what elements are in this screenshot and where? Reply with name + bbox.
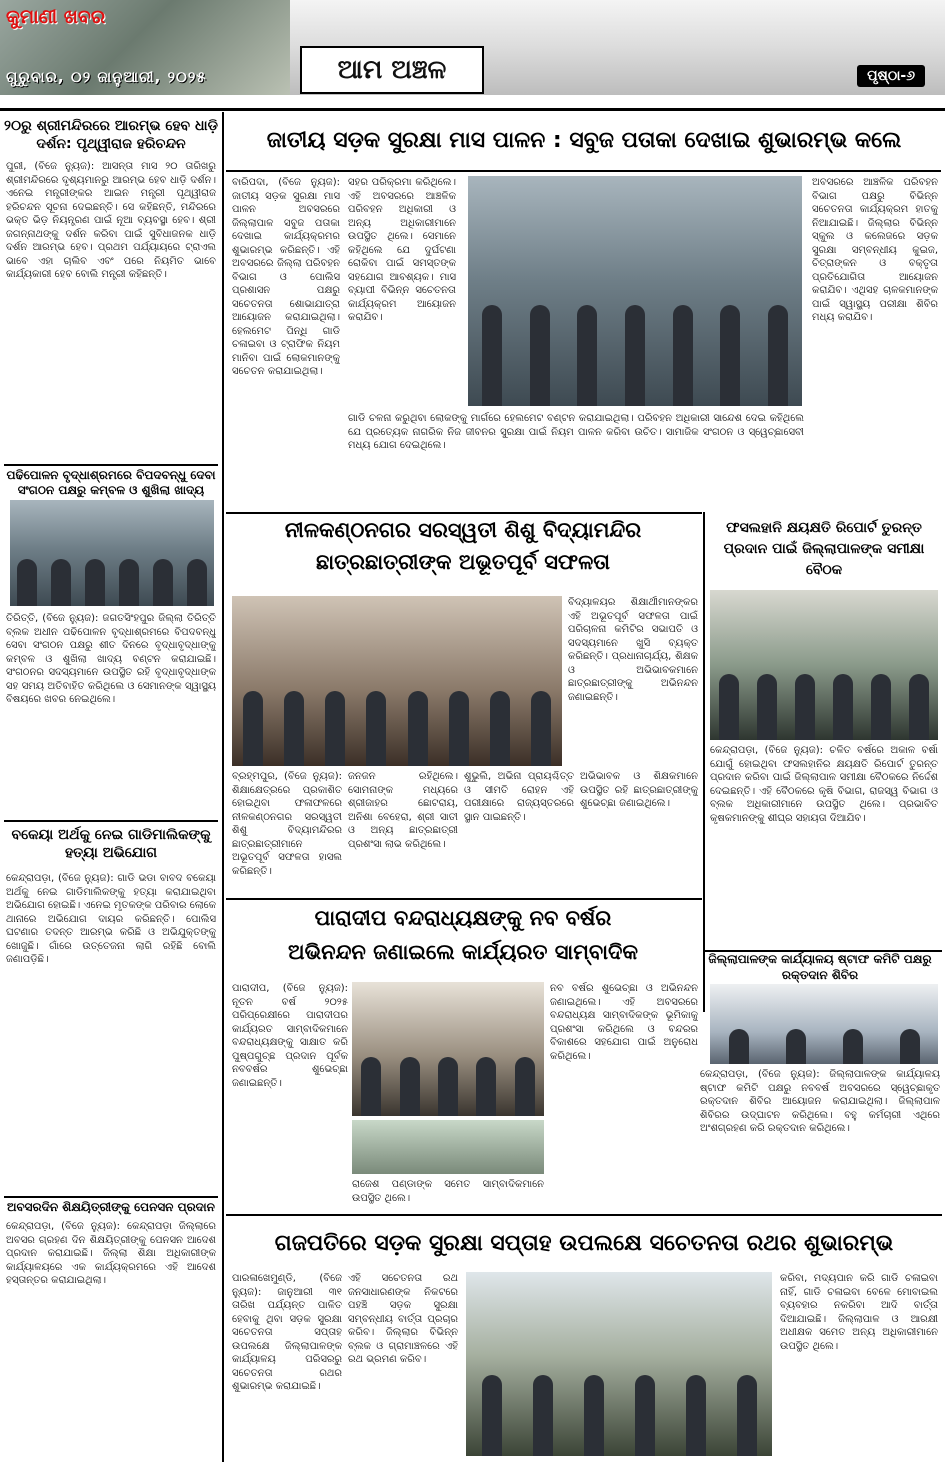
school-story-col-3: ଶୁଭୁଲି, ଅଭିନା ପ୍ରାୟଶ୍ଚିତ୍ତ ଓ ସୀମତି ରୋହନ ଏହି ପରୀକ୍ଷାରେ ରାଜ୍ୟସ୍ତରରେ ସ୍ଥାନ ପାଇଛନ୍ତି। xyxy=(464,771,574,823)
school-story-col-2: ଜନଜନ ରହିଥିଲେ। ସୋମନାଙ୍କ ମଧ୍ୟରେ ଶ୍ରୀଜାହର ଛୋଟରାୟ, ଅନିଶା ବେହେରା, ଶ୍ରୀ ସାତୀ ଓ ଅନ୍ୟ ଛାତ୍ରଛାତ୍ରୀ ପ୍ରଶଂସା ଲାଭ କରିଥିଲେ। xyxy=(348,771,458,850)
masthead-divider xyxy=(0,108,945,111)
port-story-headline-line-2: ଅଭିନନ୍ଦନ ଜଣାଇଲେ କାର୍ଯ୍ୟରତ ସାମ୍ବାଦିକ xyxy=(288,940,638,964)
top-story-col-3: ଅବସରରେ ଆଞ୍ଚଳିକ ପରିବହନ ବିଭାଗ ପକ୍ଷରୁ ବିଭିନ୍ନ ସଚେତନତା କାର୍ଯ୍ୟକ୍ରମ ହାତକୁ ନିଆଯାଇଛି। ଜିଲ୍ଲାର ବିଭିନ୍ନ ସ୍କୁଲ ଓ କଲେଜରେ ସଡ଼କ ସୁରକ୍ଷା ସମ୍ବନ୍ଧୀୟ କୁଇଜ, ଚିତ୍ରାଙ୍କନ ଓ ବକ୍ତୃତା ପ୍ରତିଯୋଗିତା ଆୟୋଜନ କରାଯିବ। ଏଥିସହ ଚାଳକମାନଙ୍କ ପାଇଁ ସ୍ୱାସ୍ଥ୍ୟ ପରୀକ୍ଷା ଶିବିର ମଧ୍ୟ କରାଯିବ। xyxy=(812,177,938,323)
article-headline-pension: ଅବସରଦିନ ଶିକ୍ଷୟିତ୍ରୀଙ୍କୁ ପେନସନ ପ୍ରଦାନ xyxy=(7,1200,215,1214)
blood-camp-body: କେନ୍ଦ୍ରାପଡ଼ା, (ବିଜେ ନ୍ୟୁଜ): ଜିଲ୍ଲାପାଳଙ୍କ କାର୍ଯ୍ୟାଳୟ ଷ୍ଟାଫ କମିଟି ପକ୍ଷରୁ ନବବର୍ଷ ଅବସରରେ ସ୍ୱେଚ୍ଛାକୃତ ରକ୍ତଦାନ ଶିବିର ଆୟୋଜନ କରାଯାଇଥିଲା। ଜିଲ୍ଲାପାଳ ଶିବିରର ଉଦ୍‌ଘାଟନ କରିଥିଲେ। ବହୁ କର୍ମଚାରୀ ଏଥିରେ ଅଂଶଗ୍ରହଣ କରି ରକ୍ତଦାନ କରିଥିଲେ। xyxy=(700,1069,940,1134)
top-story-col-2: ସହର ପରିକ୍ରମା କରିଥିଲେ। ଏହି ଅବସରରେ ଆଞ୍ଚଳିକ ପରିବହନ ଅଧିକାରୀ ଓ ଅନ୍ୟ ଅଧିକାରୀମାନେ ଉପସ୍ଥିତ ଥିଲେ। ସେମାନେ କହିଥିଲେ ଯେ ଦୁର୍ଘଟଣା ରୋକିବା ପାଇଁ ସମସ୍ତଙ୍କ ସହଯୋଗ ଆବଶ୍ୟକ। ମାସ ବ୍ୟାପୀ ବିଭିନ୍ନ ସଚେତନତା କାର୍ଯ୍ୟକ୍ରମ ଆୟୋଜନ କରାଯିବ। xyxy=(348,177,456,323)
port-journalists-photo xyxy=(352,1120,544,1174)
masthead xyxy=(0,0,945,110)
school-story-col-4: ଅଭିଭାବକ ଓ ଶିକ୍ଷକମାନେ ଉପସ୍ଥିତ ରହି ଛାତ୍ରଛାତ୍ରୀଙ୍କୁ ଶୁଭେଚ୍ଛା ଜଣାଇଥିଲେ। xyxy=(580,771,698,809)
review-meeting-photo xyxy=(710,590,938,740)
divider xyxy=(4,464,218,466)
school-story-headline-line-1: ନୀଳକଣ୍ଠନଗର ସରସ୍ୱତୀ ଶିଶୁ ବିଦ୍ୟାମନ୍ଦିର xyxy=(284,518,642,542)
port-story-col-2: ନବ ବର୍ଷର ଶୁଭେଚ୍ଛା ଓ ଅଭିନନ୍ଦନ ଜଣାଇଥିଲେ। ଏହି ଅବସରରେ ବନ୍ଦରାଧ୍ୟକ୍ଷ ସାମ୍ବାଦିକଙ୍କ ଭୂମିକାକୁ ପ୍ରଶଂସା କରିଥିଲେ ଓ ବନ୍ଦରର ବିକାଶରେ ସହଯୋଗ ପାଇଁ ଅନୁରୋଧ କରିଥିଲେ। xyxy=(550,983,698,1062)
top-story-col-1: ବାରିପଦା, (ବିଜେ ନ୍ୟୁଜ): ଜାତୀୟ ସଡ଼କ ସୁରକ୍ଷା ମାସ ପାଳନ ଅବସରରେ ଜିଲ୍ଲାପାଳ ସବୁଜ ପତାକା ଦେଖାଇ କାର୍ଯ୍ୟକ୍ରମର ଶୁଭାରମ୍ଭ କରିଛନ୍ତି। ଏହି ଅବସରରେ ଜିଲ୍ଲା ପରିବହନ ବିଭାଗ ଓ ପୋଲିସ ପ୍ରଶାସନ ପକ୍ଷରୁ ସଚେତନତା ଶୋଭାଯାତ୍ରା ଆୟୋଜନ କରାଯାଇଥିଲା। ହେଲମେଟ ପିନ୍ଧି ଗାଡି ଚଳାଇବା ଓ ଟ୍ରାଫିକ ନିୟମ ମାନିବା ପାଇଁ ଲୋକମାନଙ୍କୁ ସଚେତନ କରାଯାଇଥିଲା। xyxy=(232,177,340,377)
school-story-headline-line-2: ଛାତ୍ରଛାତ୍ରୀଙ୍କ ଅଭୂତପୂର୍ବ ସଫଳତା xyxy=(316,550,610,574)
divider xyxy=(226,512,702,514)
crop-loss-headline: ଫସଲହାନି କ୍ଷୟକ୍ଷତି ରିପୋର୍ଟ ତୁରନ୍ତ ପ୍ରଦାନ ପାଇଁ ଜିଲ୍ଲାପାଳଙ୍କ ସମୀକ୍ଷା ବୈଠକ xyxy=(723,520,925,578)
school-story-col-1: ବ୍ରହ୍ମପୁର, (ବିଜେ ନ୍ୟୁଜ): ଶିକ୍ଷାକ୍ଷେତ୍ରରେ ପ୍ରକାଶିତ ହୋଇଥିବା ଫଳାଫଳରେ ନୀଳକଣ୍ଠନଗର ସରସ୍ୱତୀ ଶିଶୁ ବିଦ୍ୟାମନ୍ଦିରର ଛାତ୍ରଛାତ୍ରୀମାନେ ଅଭୂତପୂର୍ବ ସଫଳତା ହାସଲ କରିଛନ୍ତି। xyxy=(232,771,342,877)
article-body-darshan: ପୁରୀ, (ବିଜେ ନ୍ୟୁଜ): ଆସନ୍ତା ମାସ ୨୦ ତାରିଖରୁ ଶ୍ରୀମନ୍ଦିରରେ ଦୃଶ୍ୟମାନରୁ ଆରମ୍ଭ ହେବ ଧାଡ଼ି ଦର୍ଶନ। ଏନେଇ ମନ୍ତ୍ରୀଙ୍କର ଆଇନ ମନ୍ତ୍ରୀ ପୃଥ୍ୱୀରାଜ ହରିଚନ୍ଦନ ସୂଚନା ଦେଇଛନ୍ତି। ସେ କହିଛନ୍ତି, ମନ୍ଦିରରେ ଭକ୍ତ ଭିଡ଼ ନିୟନ୍ତ୍ରଣ ପାଇଁ ନୂଆ ବ୍ୟବସ୍ଥା ହେବ। ଶ୍ରୀ ଜଗନ୍ନାଥଙ୍କୁ ଦର୍ଶନ କରିବା ପାଇଁ ସୁବିଧାଜନକ ଧାଡ଼ି ଦର୍ଶନ ଆରମ୍ଭ ହେବ। ପ୍ରଥମ ପର୍ଯ୍ୟାୟରେ ଟ୍ରାଏଲ ଭାବେ ଏହା ଚାଲିବ ଏବଂ ପରେ ନିୟମିତ ଭାବେ କାର୍ଯ୍ୟକାରୀ ହେବ ବୋଲି ମନ୍ତ୍ରୀ କହିଛନ୍ତି। xyxy=(6,161,216,280)
divider xyxy=(226,898,702,900)
divider xyxy=(226,1214,942,1216)
crop-loss-body: କେନ୍ଦ୍ରାପଡ଼ା, (ବିଜେ ନ୍ୟୁଜ): ଚଳିତ ବର୍ଷରେ ଅକାଳ ବର୍ଷା ଯୋଗୁଁ ହୋଇଥିବା ଫସଲହାନିର କ୍ଷୟକ୍ଷତି ରିପୋର୍ଟ ତୁରନ୍ତ ପ୍ରଦାନ କରିବା ପାଇଁ ଜିଲ୍ଲାପାଳ ସମୀକ୍ଷା ବୈଠକରେ ନିର୍ଦ୍ଦେଶ ଦେଇଛନ୍ତି। ଏହି ବୈଠକରେ କୃଷି ବିଭାଗ, ରାଜସ୍ୱ ବିଭାଗ ଓ ବ୍ଲକ ଅଧିକାରୀମାନେ ଉପସ୍ଥିତ ଥିଲେ। ପ୍ରଭାବିତ କୃଷକମାନଙ୍କୁ ଶୀଘ୍ର ସହାୟତା ଦିଆଯିବ। xyxy=(710,745,938,824)
top-story-headline: ଜାତୀୟ ସଡ଼କ ସୁରକ୍ଷା ମାସ ପାଳନ : ସବୁଜ ପତାକା ଦେଖାଇ ଶୁଭାରମ୍ଭ କଲେ xyxy=(266,128,902,153)
port-chairman-greeting-photo xyxy=(352,982,544,1116)
bottom-story-col-1: ପାରଳାଖେମୁଣ୍ଡି, (ବିଜେ ନ୍ୟୁଜ): ଜାନୁଆରୀ ୩୧ ତାରିଖ ପର୍ଯ୍ୟନ୍ତ ପାଳିତ ହେବାକୁ ଥିବା ସଡ଼କ ସୁରକ୍ଷା ସଚେତନତା ସପ୍ତାହ ଉପଲକ୍ଷେ ଜିଲ୍ଲାପାଳଙ୍କ କାର୍ଯ୍ୟାଳୟ ପରିସରରୁ ସଚେତନତା ରଥର ଶୁଭାରମ୍ଭ କରାଯାଇଛି। xyxy=(232,1273,342,1392)
bottom-story-col-3: କରିବା, ମଦ୍ୟପାନ କରି ଗାଡି ଚଳାଇବା ନାହିଁ, ଗାଡି ଚଳାଇବା ବେଳେ ମୋବାଇଲ ବ୍ୟବହାର ନକରିବା ଆଦି ବାର୍ତ୍ତା ଦିଆଯାଇଛି। ଜିଲ୍ଲାପାଳ ଓ ଆରକ୍ଷୀ ଅଧୀକ୍ଷକ ସମେତ ଅନ୍ୟ ଅଧିକାରୀମାନେ ଉପସ୍ଥିତ ଥିଲେ। xyxy=(780,1273,938,1352)
port-story-col-1: ପାରାଦୀପ, (ବିଜେ ନ୍ୟୁଜ): ନୂତନ ବର୍ଷ ୨୦୨୫ ପରିପ୍ରେକ୍ଷୀରେ ପାରାଦୀପର କାର୍ଯ୍ୟରତ ସାମ୍ବାଦିକମାନେ ବନ୍ଦରାଧ୍ୟକ୍ଷଙ୍କୁ ସାକ୍ଷାତ କରି ପୁଷ୍ପଗୁଚ୍ଛ ପ୍ରଦାନ ପୂର୍ବକ ନବବର୍ଷର ଶୁଭେଚ୍ଛା ଜଣାଇଛନ୍ତି। xyxy=(232,983,348,1089)
awareness-chariot-photo xyxy=(466,1272,772,1456)
divider xyxy=(226,170,941,172)
blood-donation-photo xyxy=(710,984,938,1064)
article-body-blanket: ତିରିତ୍ତି, (ବିଜେ ନ୍ୟୁଜ): ଜଗତସିଂହପୁର ଜିଲ୍ଲା ତିରିତ୍ତି ବ୍ଲକ ଅଧୀନ ପଢିପୋଳନ ବୃଦ୍ଧାଶ୍ରମରେ ବିପଦବନ୍ଧୁ ସେବା ସଂଗଠନ ପକ୍ଷରୁ ଶୀତ ଦିନରେ ବୃଦ୍ଧାବୃଦ୍ଧାଙ୍କୁ କମ୍ବଳ ଓ ଶୁଖିଲା ଖାଦ୍ୟ ବଣ୍ଟନ କରାଯାଇଛି। ସଂଗଠନର ସଦସ୍ୟମାନେ ଉପସ୍ଥିତ ରହି ବୃଦ୍ଧାବୃଦ୍ଧାଙ୍କ ସହ ସମୟ ଅତିବାହିତ କରିଥିଲେ ଓ ସେମାନଙ୍କ ସ୍ୱାସ୍ଥ୍ୟ ବିଷୟରେ ଖବର ନେଇଥିଲେ। xyxy=(6,613,216,705)
left-column-divider xyxy=(222,112,224,1462)
article-body-murder: କେନ୍ଦ୍ରାପଡ଼ା, (ବିଜେ ନ୍ୟୁଜ): ଗାଡି ଭଡା ବାବଦ ବକେୟା ଅର୍ଥକୁ ନେଇ ଗାଡିମାଲିକଙ୍କୁ ହତ୍ୟା କରାଯାଇଥିବା ଅଭିଯୋଗ ହୋଇଛି। ଏନେଇ ମୃତକଙ୍କ ପରିବାର ଲୋକେ ଥାନାରେ ଅଭିଯୋଗ ଦାୟର କରିଛନ୍ତି। ପୋଲିସ ଘଟଣାର ତଦନ୍ତ ଆରମ୍ଭ କରିଛି ଓ ଅଭିଯୁକ୍ତଙ୍କୁ ଖୋଜୁଛି। ଗାଁରେ ଉତ୍ତେଜନା ଲାଗି ରହିଛି ବୋଲି ଜଣାପଡ଼ିଛି। xyxy=(6,873,216,965)
article-headline-blanket: ପଢିପୋଳନ ବୃଦ୍ଧାଶ୍ରମରେ ବିପଦବନ୍ଧୁ ଦେବା ସଂଗଠନ ପକ୍ଷରୁ କମ୍ବଳ ଓ ଶୁଖିଲା ଖାଦ୍ୟ xyxy=(6,468,216,497)
page-number-badge: ପୃଷ୍ଠା-୬ xyxy=(857,65,925,87)
article-body-pension: କେନ୍ଦ୍ରାପଡ଼ା, (ବିଜେ ନ୍ୟୁଜ): କେନ୍ଦ୍ରାପଡ଼ା ଜିଲ୍ଲାରେ ଅବସର ଗ୍ରହଣ ଦିନ ଶିକ୍ଷୟିତ୍ରୀଙ୍କୁ ପେନସନ ଆଦେଶ ପ୍ରଦାନ କରାଯାଇଛି। ଜିଲ୍ଲା ଶିକ୍ଷା ଅଧିକାରୀଙ୍କ କାର୍ଯ୍ୟାଳୟରେ ଏକ କାର୍ଯ୍ୟକ୍ରମରେ ଏହି ଆଦେଶ ହସ୍ତାନ୍ତର କରାଯାଇଥିଲା। xyxy=(6,1221,216,1286)
school-story-side-text: ବିଦ୍ୟାଳୟର ଶିକ୍ଷାର୍ଥୀମାନଙ୍କର ଏହି ଅଭୂତପୂର୍ବ ସଫଳତା ପାଇଁ ପରିଚାଳନା କମିଟିର ସଭାପତି ଓ ସଦସ୍ୟମାନେ ଖୁସି ବ୍ୟକ୍ତ କରିଛନ୍ତି। ପ୍ରଧାନାଚାର୍ଯ୍ୟ, ଶିକ୍ଷକ ଓ ଅଭିଭାବକମାନେ ଛାତ୍ରଛାତ୍ରୀଙ୍କୁ ଅଭିନନ୍ଦନ ଜଣାଇଛନ୍ତି। xyxy=(568,597,698,703)
road-safety-helmet-photo xyxy=(468,176,802,406)
school-felicitation-photo xyxy=(232,596,562,766)
port-story-headline-line-1: ପାରାଦୀପ ବନ୍ଦରାଧ୍ୟକ୍ଷଙ୍କୁ ନବ ବର୍ଷର xyxy=(314,906,612,930)
blanket-distribution-photo xyxy=(10,500,214,606)
divider xyxy=(4,820,218,822)
blood-camp-headline: ଜିଲ୍ଲାପାଳଙ୍କ କାର୍ଯ୍ୟାଳୟ ଷ୍ଟାଫ କମିଟି ପକ୍ଷରୁ ରକ୍ତଦାନ ଶିବିର xyxy=(708,952,932,982)
article-headline-darshan: ୨୦ରୁ ଶ୍ରୀମନ୍ଦିରରେ ଆରମ୍ଭ ହେବ ଧାଡ଼ି ଦର୍ଶନ: ପୃଥ୍ୱୀରାଜ ହରିଚନ୍ଦନ xyxy=(4,118,218,152)
section-title: ଆମ ଅଞ୍ଚଳ xyxy=(300,46,484,94)
article-headline-murder: ବକେୟା ଅର୍ଥକୁ ନେଇ ଗାଡିମାଲିକଙ୍କୁ ହତ୍ୟା ଅଭିଯୋଗ xyxy=(11,827,211,862)
bottom-story-col-2: ଏହି ସଚେତନତା ରଥ ଜନସାଧାରଣଙ୍କ ନିକଟରେ ପହଞ୍ଚି ସଡ଼କ ସୁରକ୍ଷା ସମ୍ବନ୍ଧୀୟ ବାର୍ତ୍ତା ପ୍ରଚାର କରିବ। ଜିଲ୍ଲାର ବିଭିନ୍ନ ବ୍ଲକ ଓ ଗ୍ରାମାଞ୍ଚଳରେ ଏହି ରଥ ଭ୍ରମଣ କରିବ। xyxy=(348,1273,458,1365)
dateline: ଗୁରୁବାର, ୦୨ ଜାନୁଆରୀ, ୨୦୨୫ xyxy=(6,68,207,86)
right-column-divider xyxy=(703,512,705,1012)
port-photo-caption: ରାଜେଶ ପଣ୍ଡାଙ୍କ ସମେତ ସାମ୍ବାଦିକମାନେ ଉପସ୍ଥିତ ଥିଲେ। xyxy=(352,1179,544,1204)
newspaper-brand: କୁମାଣୀ ଖବର xyxy=(6,6,106,28)
bottom-story-headline: ଗଜପତିରେ ସଡ଼କ ସୁରକ୍ଷା ସପ୍ତାହ ଉପଲକ୍ଷେ ସଚେତନତା ରଥର ଶୁଭାରମ୍ଭ xyxy=(274,1231,894,1256)
top-story-continuation: ଗାଡି ଚଳନା କରୁଥିବା ଲୋକଙ୍କୁ ମାର୍ଗରେ ହେଲମେଟ ବଣ୍ଟନ କରାଯାଇଥିଲା। ପରିବହନ ଅଧିକାରୀ ସାନ୍ଦେଶ ଦେଇ କହିଥିଲେ ଯେ ପ୍ରତ୍ୟେକ ନାଗରିକ ନିଜ ଜୀବନର ସୁରକ୍ଷା ପାଇଁ ନିୟମ ପାଳନ କରିବା ଉଚିତ। ସାମାଜିକ ସଂଗଠନ ଓ ସ୍ୱେଚ୍ଛାସେବୀ ମଧ୍ୟ ଯୋଗ ଦେଇଥିଲେ। xyxy=(348,413,804,451)
divider xyxy=(4,1196,218,1198)
